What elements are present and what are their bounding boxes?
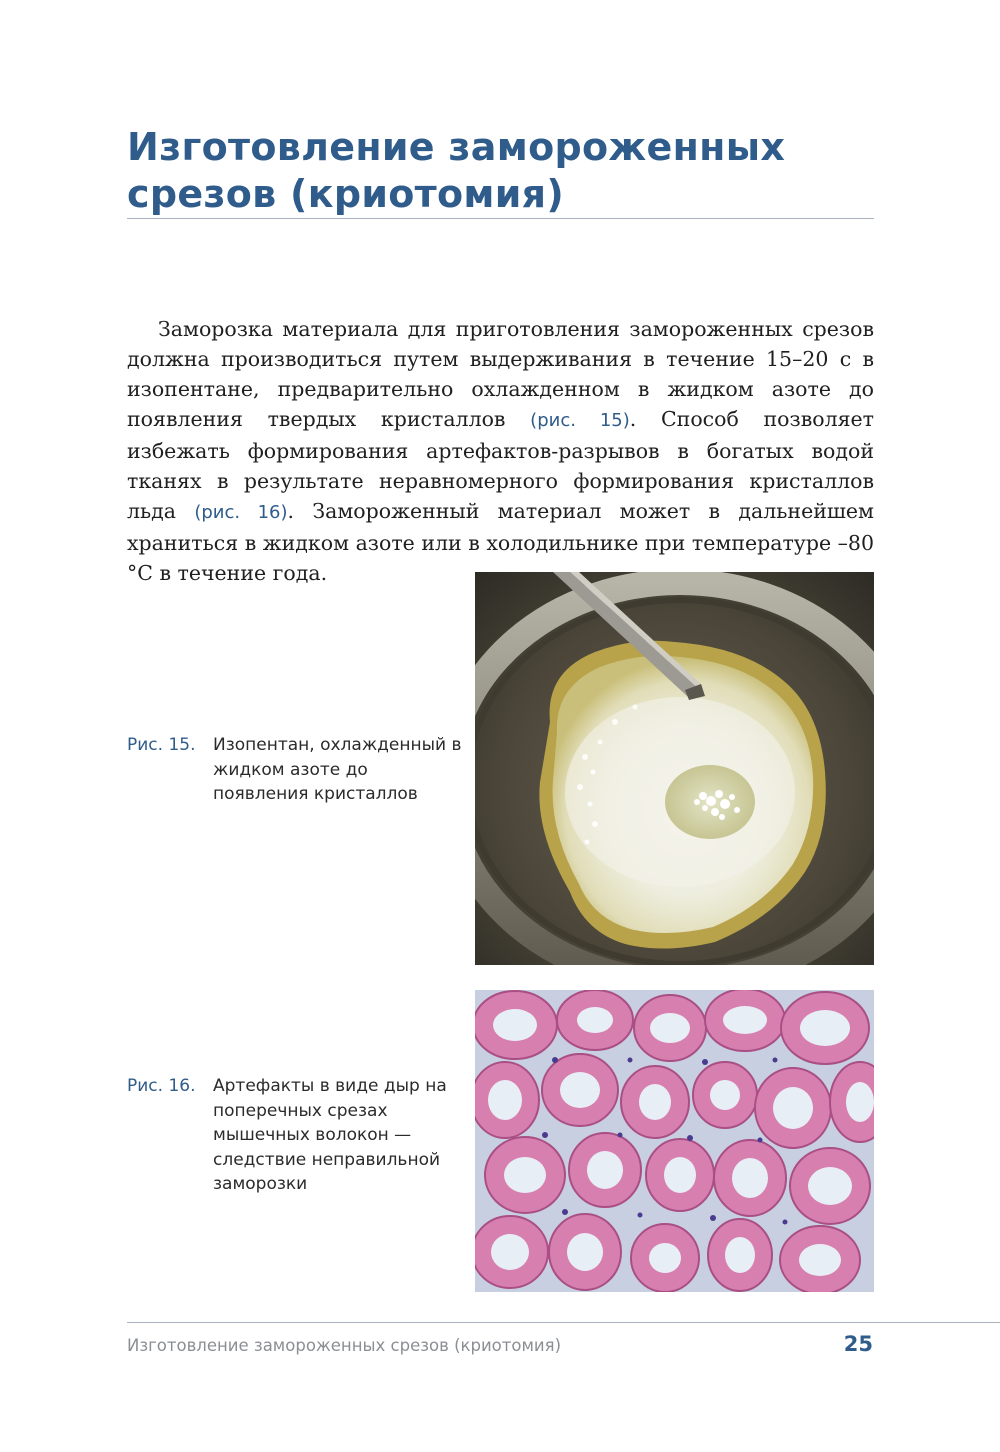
figure-16-label: Рис. 16. bbox=[127, 1076, 196, 1096]
body-paragraph bbox=[127, 314, 874, 588]
muscle-micrograph bbox=[475, 990, 874, 1292]
body-text-part-3: . Замороженный материал может в дальнейшем храниться в жидком азоте или в холодильнике при температуре –80 °С в течение года. bbox=[127, 499, 874, 585]
footer-divider bbox=[127, 1322, 1000, 1323]
figure-15-reference-link[interactable]: (рис. 15) bbox=[530, 410, 630, 431]
footer-running-title: Изготовление замороженных срезов (криотомия) bbox=[127, 1336, 562, 1355]
body-text-part-2: . Способ позволяет избежать формирования артефактов-разрывов в богатых водой тканях в результате неравномерного формирования кристаллов льда bbox=[127, 407, 875, 523]
figure-16-image bbox=[475, 990, 874, 1292]
page-number: 25 bbox=[843, 1332, 873, 1356]
body-text-part-1: Заморозка материала для приготовления замороженных срезов должна производиться путем выдерживания в течение 15–20 с в изопентане, предварительно охлажденном в жидком азоте до появления твердых кристаллов bbox=[127, 317, 874, 431]
isopentane-photo bbox=[475, 572, 874, 965]
figure-15-label: Рис. 15. bbox=[127, 735, 196, 755]
title-divider bbox=[127, 218, 874, 219]
page-title: Изготовление замороженных срезов (криотомия) bbox=[127, 125, 786, 216]
figure-15-image bbox=[475, 572, 874, 965]
figure-16-caption-text: Артефакты в виде дыр на поперечных срезах мышечных волокон — следствие неправильной заморозки bbox=[213, 1076, 447, 1194]
figure-16-reference-link[interactable]: (рис. 16) bbox=[194, 502, 288, 523]
figure-15-caption-text: Изопентан, охлажденный в жидком азоте до появления кристаллов bbox=[213, 735, 462, 804]
